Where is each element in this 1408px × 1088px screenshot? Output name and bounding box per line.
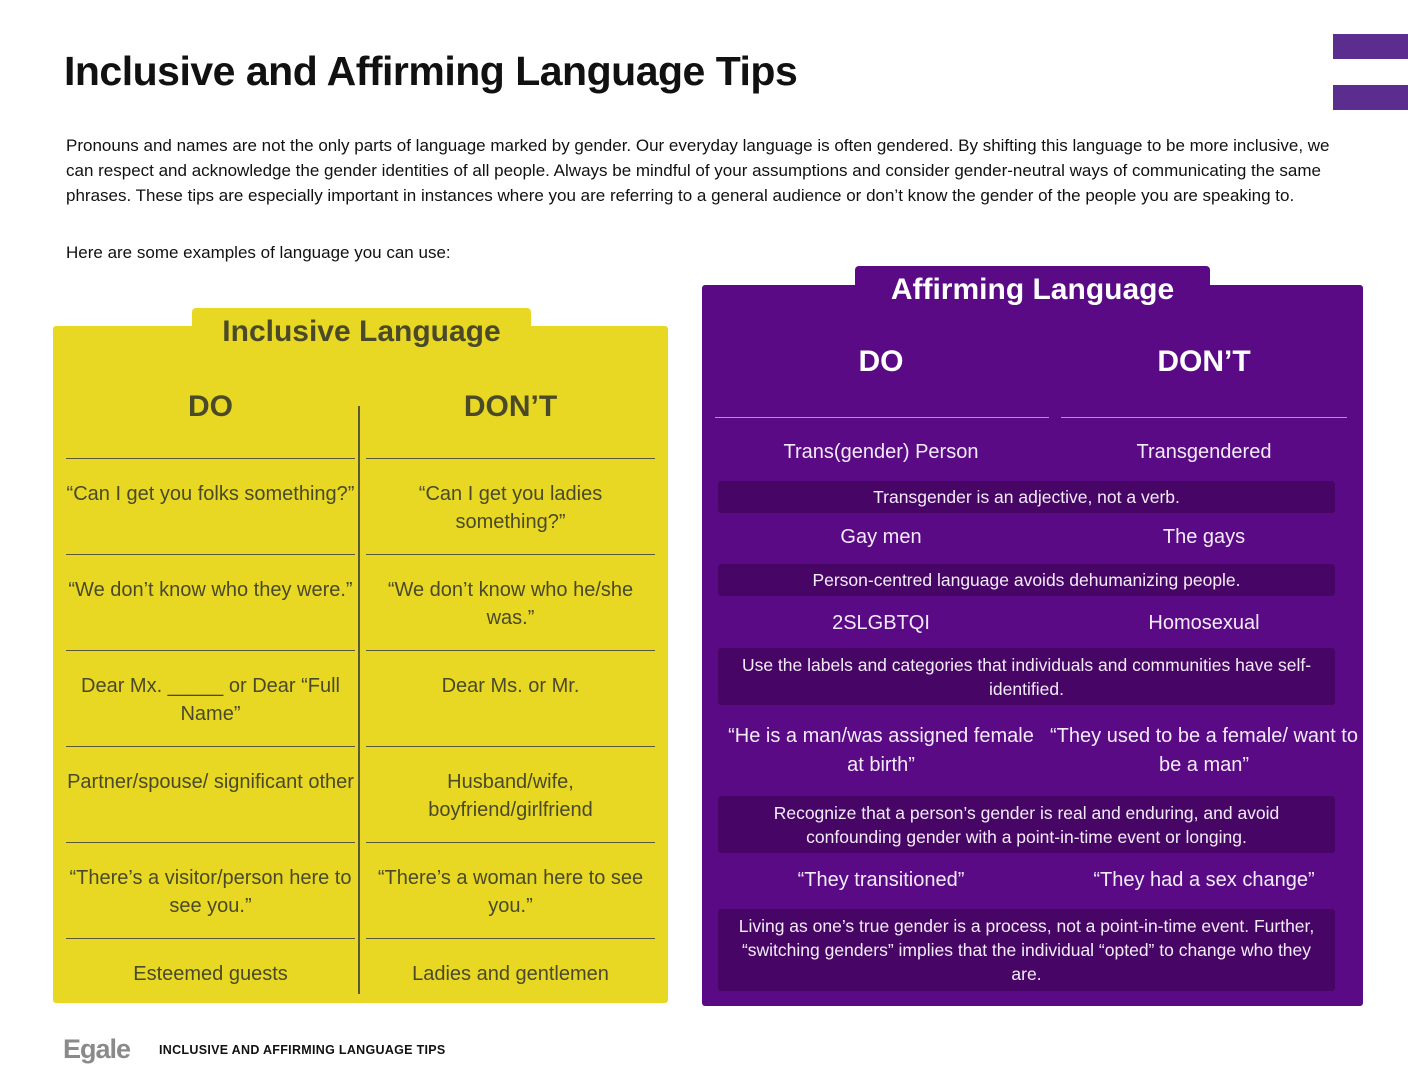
row-divider [366,650,655,651]
affirming-note: Transgender is an adjective, not a verb. [718,481,1335,513]
affirming-note: Use the labels and categories that individuals and communities have self-identified. [718,648,1335,705]
row-divider [366,938,655,939]
header-divider [1061,417,1347,418]
row-divider [366,746,655,747]
affirming-note: Living as one’s true gender is a process, not a point-in-time event. Further, “switching genders” implies that the individual “opted” to change who they are. [718,909,1335,991]
inclusive-dont-header: DON’T [463,390,558,423]
row-divider [66,554,355,555]
row-divider [366,554,655,555]
affirming-do-term: “They transitioned” [797,869,965,891]
inclusive-dont-cell: “Can I get you ladies something?” [418,483,603,533]
affirming-dont-term: The gays [1162,526,1246,548]
inclusive-dont-cell: Dear Ms. or Mr. [441,675,580,697]
inclusive-do-cell: “There’s a visitor/person here to see you.” [69,867,352,917]
affirming-language-panel [702,285,1363,1006]
column-divider [358,406,360,994]
header-divider [715,417,1049,418]
affirming-do-term: 2SLGBTQI [832,612,930,634]
affirming-do-term: “He is a man/was assigned female at birth” [728,725,1034,776]
inclusive-dont-cell: “We don’t know who he/she was.” [387,579,634,629]
inclusive-do-cell: Esteemed guests [133,963,288,985]
inclusive-do-cell: “Can I get you folks something?” [66,483,355,505]
affirming-do-header: DO [858,345,904,378]
affirming-language-title: Affirming Language [855,266,1210,314]
footer-title: INCLUSIVE AND AFFIRMING LANGUAGE TIPS [159,1043,446,1057]
intro-paragraph: Pronouns and names are not the only parts of language marked by gender. Our everyday language is often gendered. By shifting this language to be more inclusive, we can respect and acknowledge the gender identities of all people. Always be mindful of your assumptions and consider gender-neutral ways of communicating the same phrases. These tips are especially important in instances where you are referring to a general audience or don’t know the gender of the people you are speaking to. [66,136,1330,205]
page-title: Inclusive and Affirming Language Tips [64,48,798,94]
affirming-note: Person-centred language avoids dehumanizing people. [718,564,1335,596]
examples-subheading: Here are some examples of language you can use: [66,243,451,262]
affirming-dont-header: DON’T [1157,345,1251,378]
row-divider [66,650,355,651]
affirming-dont-term: “They had a sex change” [1093,869,1315,891]
row-divider [66,938,355,939]
affirming-dont-term: Homosexual [1148,612,1260,634]
row-divider [366,842,655,843]
egale-logo: Egale [63,1034,131,1064]
affirming-do-term: Trans(gender) Person [783,441,979,463]
inclusive-do-cell: Dear Mx. _____ or Dear “Full Name” [81,675,340,725]
inclusive-language-title: Inclusive Language [192,308,531,356]
inclusive-dont-cell: “There’s a woman here to see you.” [377,867,644,917]
decor-bar-bottom [1333,85,1408,110]
inclusive-do-header: DO [188,390,233,423]
affirming-dont-term: Transgendered [1136,441,1272,463]
row-divider [366,458,655,459]
decor-bar-top [1333,34,1408,59]
affirming-do-term: Gay men [840,526,922,548]
inclusive-do-cell: Partner/spouse/ significant other [67,771,354,793]
row-divider [66,458,355,459]
affirming-dont-term: “They used to be a female/ want to be a man” [1050,725,1358,776]
inclusive-dont-cell: Ladies and gentlemen [412,963,609,985]
inclusive-do-cell: “We don’t know who they were.” [68,579,353,601]
row-divider [66,746,355,747]
affirming-note: Recognize that a person’s gender is real and enduring, and avoid confounding gender with a point-in-time event or longing. [718,796,1335,853]
row-divider [66,842,355,843]
inclusive-dont-cell: Husband/wife, boyfriend/girlfriend [428,771,593,821]
inclusive-language-panel [53,326,668,1003]
